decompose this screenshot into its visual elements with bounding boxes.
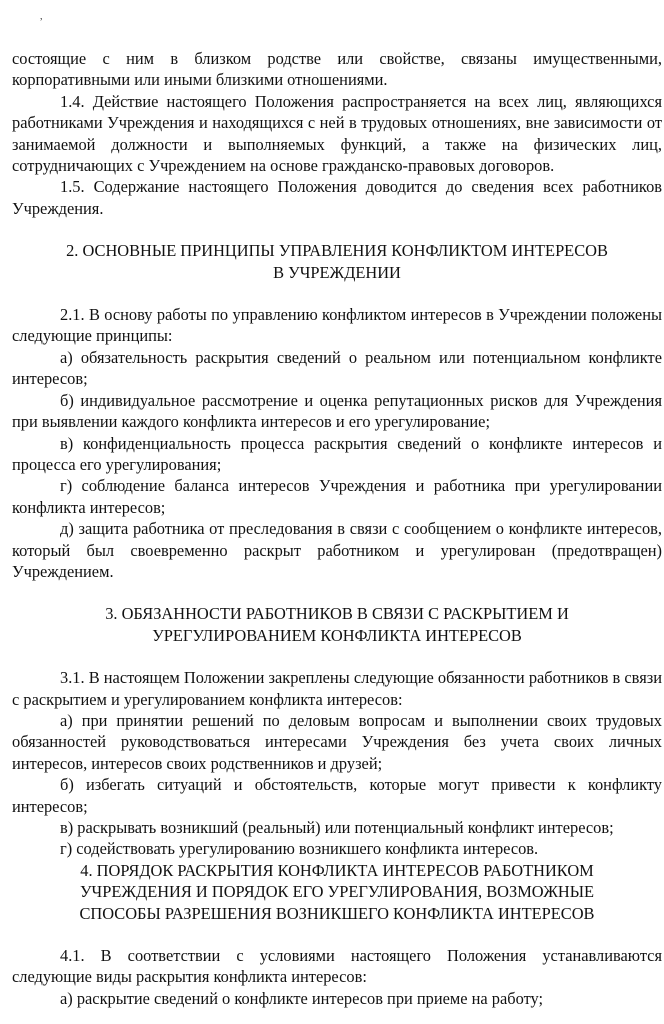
list-item-2-a: а) обязательность раскрытия сведений о реальном или потенциальном конфликте интересов; (12, 347, 662, 389)
list-item-2-v: в) конфиденциальность процесса раскрытия сведений о конфликте интересов и процесса его урегулирования; (12, 433, 662, 474)
list-item-2-g: г) соблюдение баланса интересов Учреждения и работника при урегулировании конфликта интересов; (12, 476, 662, 517)
list-item-4-a: а) раскрытие сведений о конфликте интересов при приеме на работу; (60, 988, 544, 1008)
list-item-2-b: б) индивидуальное рассмотрение и оценка репутационных рисков для Учреждения при выявлении каждого конфликта интересов и его урегулирование; (12, 390, 662, 432)
section-heading-3-line-1: 3. ОБЯЗАННОСТИ РАБОТНИКОВ В СВЯЗИ С РАСКРЫТИЕМ И (105, 604, 569, 624)
list-item-3-b: б) избегать ситуаций и обстоятельств, которые могут привести к конфликту интересов; (12, 775, 662, 816)
paragraph-3-1: 3.1. В настоящем Положении закреплены следующие обязанности работников в связи с раскрытием и урегулированием конфликта интересов: (12, 668, 662, 709)
section-heading-4-line-1: 4. ПОРЯДОК РАСКРЫТИЯ КОНФЛИКТА ИНТЕРЕСОВ РАБОТНИКОМ (80, 860, 594, 880)
section-heading-4-line-2: УЧРЕЖДЕНИЯ И ПОРЯДОК ЕГО УРЕГУЛИРОВАНИЯ, ВОЗМОЖНЫЕ (79, 882, 595, 902)
list-item-3-v: в) раскрывать возникший (реальный) или потенциальный конфликт интересов; (60, 818, 614, 837)
section-heading-2-line-2: В УЧРЕЖДЕНИИ (273, 262, 401, 282)
section-heading-4 (12, 860, 662, 924)
section-heading-2 (12, 240, 662, 283)
paragraph-continuation: состоящие с ним в близком родстве или свойстве, связаны имущественными, корпоративными или иными близкими отношениями. (12, 49, 662, 90)
list-item-3-g: г) содействовать урегулированию возникшего конфликта интересов. (60, 839, 539, 859)
paragraph-1-4: 1.4. Действие настоящего Положения распространяется на всех лиц, являющихся работниками Учреждения и находящихся с ней в трудовых отношениях, вне зависимости от занимаемой должности и выполняемых функций, а также на физических лиц, сотрудничающих с Учреждением на основе гражданско-правовых договоров. (12, 91, 662, 176)
section-heading-3-line-2: УРЕГУЛИРОВАНИЕМ КОНФЛИКТА ИНТЕРЕСОВ (152, 625, 522, 645)
list-item-2-d: д) защита работника от преследования в связи с сообщением о конфликте интересов, который был своевременно раскрыт работником и урегулирован (предотвращен) Учреждением. (12, 519, 662, 581)
section-heading-3 (12, 603, 662, 646)
paragraph-1-5: 1.5. Содержание настоящего Положения доводится до сведения всех работников Учреждения. (12, 177, 662, 218)
list-item-3-a: а) при принятии решений по деловым вопросам и выполнении своих трудовых обязанностей руководствоваться интересами Учреждения без учета своих личных интересов, интересов своих родственников и друзей; (12, 710, 662, 773)
page-mark: , (40, 11, 43, 22)
section-heading-4-line-3: СПОСОБЫ РАЗРЕШЕНИЯ ВОЗНИКШЕГО КОНФЛИКТА ИНТЕРЕСОВ (79, 903, 595, 923)
document-body (12, 48, 662, 1009)
paragraph-2-1: 2.1. В основу работы по управлению конфликтом интересов в Учреждении положены следующие принципы: (12, 305, 662, 346)
paragraph-4-1: 4.1. В соответствии с условиями настоящего Положения устанавливаются следующие виды раскрытия конфликта интересов: (12, 946, 662, 987)
section-heading-2-line-1: 2. ОСНОВНЫЕ ПРИНЦИПЫ УПРАВЛЕНИЯ КОНФЛИКТОМ ИНТЕРЕСОВ (66, 241, 608, 261)
